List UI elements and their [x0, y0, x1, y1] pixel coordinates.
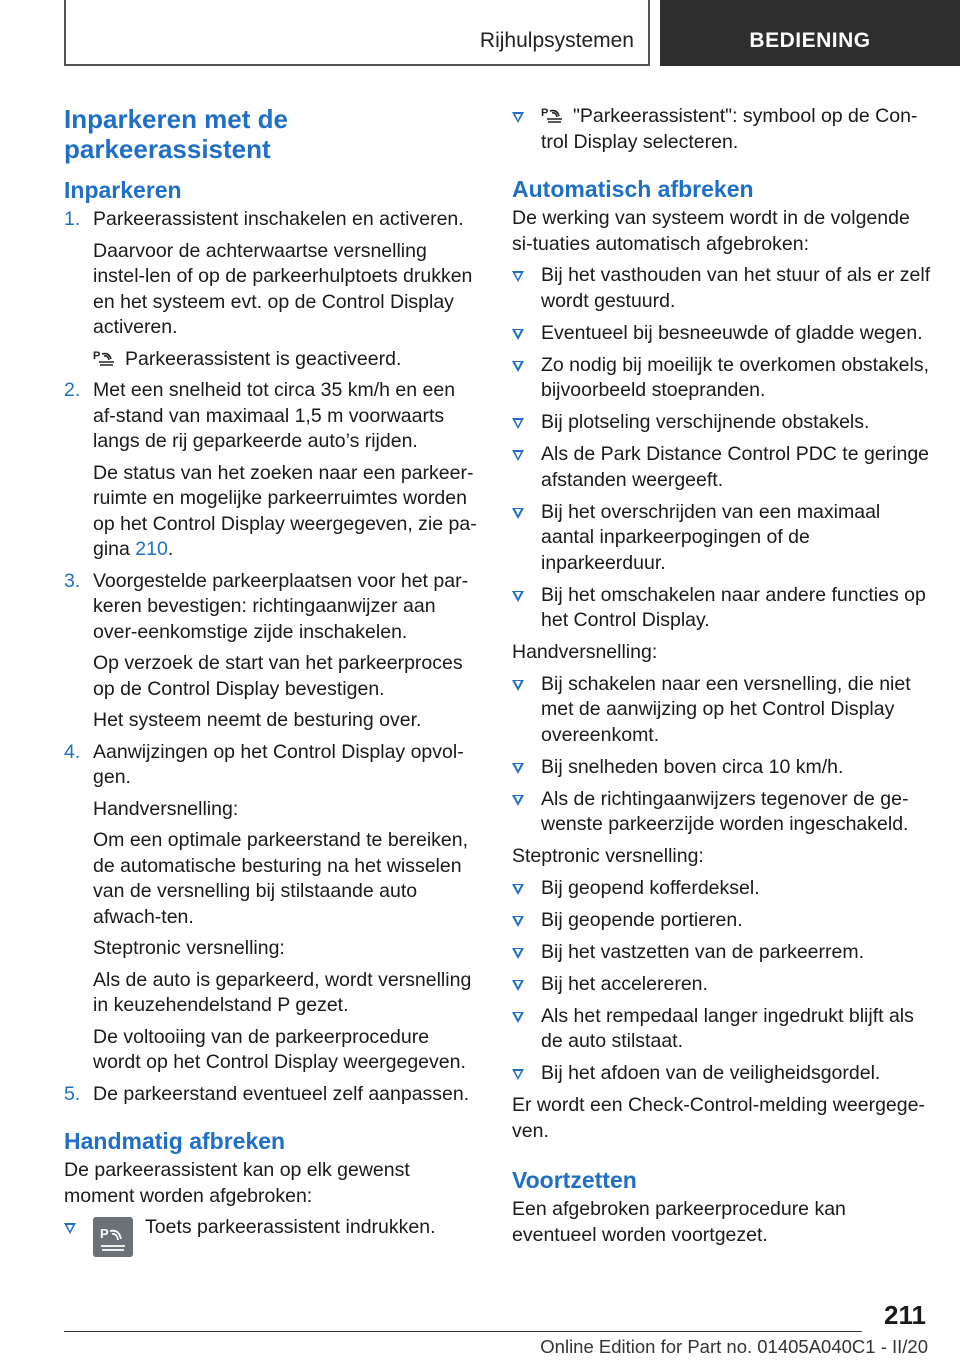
triangle-bullet-icon [512, 763, 524, 774]
bullet-text: Bij het accelereren. [541, 972, 708, 995]
svg-text:P: P [541, 107, 549, 119]
bullet-text: Bij plotseling verschijnende obstakels. [541, 411, 870, 433]
triangle-bullet-icon [512, 329, 524, 340]
heading-automatisch-afbreken: Automatisch afbreken [512, 176, 754, 202]
step-text: Voorgestelde parkeerplaatsen voor het par-keren bevestigen: richtingaanwijzer aan over-eenkomstige zijde inschakelen. [93, 569, 469, 643]
bullet-item [512, 972, 932, 998]
step-number: 5. [64, 1082, 81, 1105]
manual-intro: De parkeerassistent kan op elk gewenst moment worden afgebroken: [64, 1159, 410, 1207]
triangle-bullet-icon [512, 112, 524, 123]
step-4-detail: Om een optimale parkeerstand te bereiken, de automatische besturing na het wisselen van de versnelling bij stilstaande auto afwach-ten. [93, 829, 469, 928]
bullet-item [512, 353, 932, 404]
bullet-text: Bij geopende portieren. [541, 908, 743, 931]
top-bullet-text: "Parkeerassistent": symbool op de Con-trol Display selecteren. [541, 105, 918, 153]
step-number: 4. [64, 740, 81, 763]
step-number: 2. [64, 379, 81, 401]
check-control-text: Er wordt een Check-Control-melding weergege-ven. [512, 1094, 925, 1142]
steptronic-bullet-list [512, 876, 932, 1087]
left-column [64, 104, 482, 1268]
bullet-item [512, 1004, 932, 1055]
bullet-item [512, 1061, 932, 1087]
triangle-bullet-icon [512, 361, 524, 372]
right-column [512, 104, 932, 1254]
parking-assistant-icon [541, 105, 565, 125]
hand-bullet-list [512, 672, 932, 838]
step-text: Met een snelheid tot circa 35 km/h en een af-stand van maximaal 1,5 m voorwaarts langs de rij geparkeerde auto’s rijden. [93, 379, 456, 452]
top-bullet [512, 104, 932, 155]
bullet-item [512, 321, 932, 347]
steptronic-label: Steptronic versnelling: [512, 845, 704, 867]
chapter-title: BEDIENING [749, 29, 871, 52]
parking-assistant-icon [93, 348, 117, 368]
bullet-text: Bij het vasthouden van het stuur of als er zelf wordt gestuurd. [541, 264, 931, 312]
step-3-detail: Het systeem neemt de besturing over. [93, 709, 422, 731]
bullet-text: Bij het vastzetten van de parkeerrem. [541, 940, 864, 963]
step-4-detail: Steptronic versnelling: [93, 937, 285, 959]
page-title: Inparkeren met de parkeerassistent [64, 104, 288, 164]
step-4-detail: Als de auto is geparkeerd, wordt versnelling in keuzehendelstand P gezet. [93, 968, 472, 1016]
icon-line-text: Parkeerassistent is geactiveerd. [125, 347, 402, 370]
bullet-text: Bij snelheden boven circa 10 km/h. [541, 755, 844, 778]
bullet-item [512, 500, 932, 577]
triangle-bullet-icon [512, 450, 524, 461]
step-text: Parkeerassistent inschakelen en activeren. [93, 208, 464, 230]
triangle-bullet-icon [512, 795, 524, 806]
triangle-bullet-icon [512, 884, 524, 895]
park-assist-button-icon [93, 1217, 133, 1257]
step-2 [64, 378, 482, 455]
step-1-icon-line [64, 347, 482, 373]
svg-text:P: P [100, 1226, 109, 1241]
edition-text: Online Edition for Part no. 01405A040C1 - II/20 [540, 1336, 928, 1357]
heading-inparkeren: Inparkeren [64, 177, 182, 203]
triangle-bullet-icon [512, 680, 524, 691]
triangle-bullet-icon [512, 418, 524, 429]
bullet-text: Eventueel bij besneeuwde of gladde wegen. [541, 321, 923, 344]
bullet-item [512, 263, 932, 314]
bullet-text: Bij geopend kofferdeksel. [541, 876, 760, 899]
header-chapter-box [660, 0, 960, 66]
step-2-detail: De status van het zoeken naar een parkeer-ruimte en mogelijke parkeerruimtes worden op het Control Display weergegeven, zie pa-gina 210. [93, 461, 477, 560]
step-3 [64, 569, 482, 646]
bullet-text: Als de Park Distance Control PDC te geringe afstanden weergeeft. [541, 443, 930, 491]
bullet-item [512, 583, 932, 634]
bullet-item [512, 876, 932, 902]
bullet-text: Als het rempedaal langer ingedrukt blijft als de auto stilstaat. [541, 1004, 914, 1052]
step-text: Aanwijzingen op het Control Display opvol-gen. [93, 740, 464, 788]
bullet-item [512, 940, 932, 966]
step-4 [64, 740, 482, 791]
bullet-item [512, 672, 932, 749]
section-title: Rijhulpsystemen [479, 29, 634, 52]
bullet-item [512, 755, 932, 781]
triangle-bullet-icon [512, 1012, 524, 1023]
triangle-bullet-icon [512, 980, 524, 991]
auto-bullet-list [512, 263, 932, 634]
bullet-text: Zo nodig bij moeilijk te overkomen obstakels, bijvoorbeeld stoepranden. [541, 353, 930, 401]
bullet-text: Bij het afdoen van de veiligheidsgordel. [541, 1062, 881, 1084]
step-3-detail: Op verzoek de start van het parkeerproces op de Control Display bevestigen. [93, 652, 463, 700]
footer-divider [64, 1331, 862, 1332]
header-section-box [64, 0, 650, 66]
heading-voortzetten: Voortzetten [512, 1167, 637, 1193]
triangle-bullet-icon [512, 1069, 524, 1080]
page-reference-link[interactable]: 210 [135, 538, 168, 560]
svg-text:P: P [93, 349, 101, 362]
triangle-bullet-icon [512, 948, 524, 959]
step-number: 3. [64, 569, 81, 592]
step-4-detail: Handversnelling: [93, 797, 239, 820]
bullet-text: Bij het omschakelen naar andere functies op het Control Display. [541, 583, 926, 631]
bullet-item [512, 442, 932, 493]
step-number: 1. [64, 208, 81, 230]
triangle-bullet-icon [512, 271, 524, 282]
manual-bullet [64, 1215, 482, 1261]
hand-label: Handversnelling: [512, 641, 658, 663]
bullet-text: Bij het overschrijden van een maximaal aantal inparkeerpogingen of de inparkeerduur. [541, 500, 881, 574]
bullet-item [512, 908, 932, 934]
manual-bullet-text: Toets parkeerassistent indrukken. [145, 1216, 436, 1238]
step-1 [64, 207, 482, 233]
triangle-bullet-icon [512, 591, 524, 602]
triangle-bullet-icon [512, 508, 524, 519]
step-5 [64, 1082, 482, 1108]
auto-intro: De werking van systeem wordt in de volgende si-tuaties automatisch afgebroken: [512, 207, 910, 255]
step-text: De parkeerstand eventueel zelf aanpassen. [93, 1082, 470, 1105]
bullet-text: Bij schakelen naar een versnelling, die niet met de aanwijzing op het Control Display overeenkomt. [541, 672, 911, 746]
step-4-detail: De voltooiing van de parkeerprocedure wordt op het Control Display weergegeven. [93, 1025, 466, 1073]
step-1-detail: Daarvoor de achterwaartse versnelling instel-len of op de parkeerhulptoets drukken en het systeem evt. op de Control Display activeren. [93, 239, 473, 338]
triangle-bullet-icon [512, 916, 524, 927]
bullet-item [512, 787, 932, 838]
page-number: 211 [884, 1300, 926, 1330]
bullet-text: Als de richtingaanwijzers tegenover de ge-wenste parkeerzijde worden ingeschakeld. [541, 787, 909, 835]
heading-handmatig-afbreken: Handmatig afbreken [64, 1128, 286, 1154]
continue-text: Een afgebroken parkeerprocedure kan eventueel worden voortgezet. [512, 1198, 846, 1246]
bullet-item [512, 410, 932, 436]
triangle-bullet-icon [64, 1223, 76, 1234]
